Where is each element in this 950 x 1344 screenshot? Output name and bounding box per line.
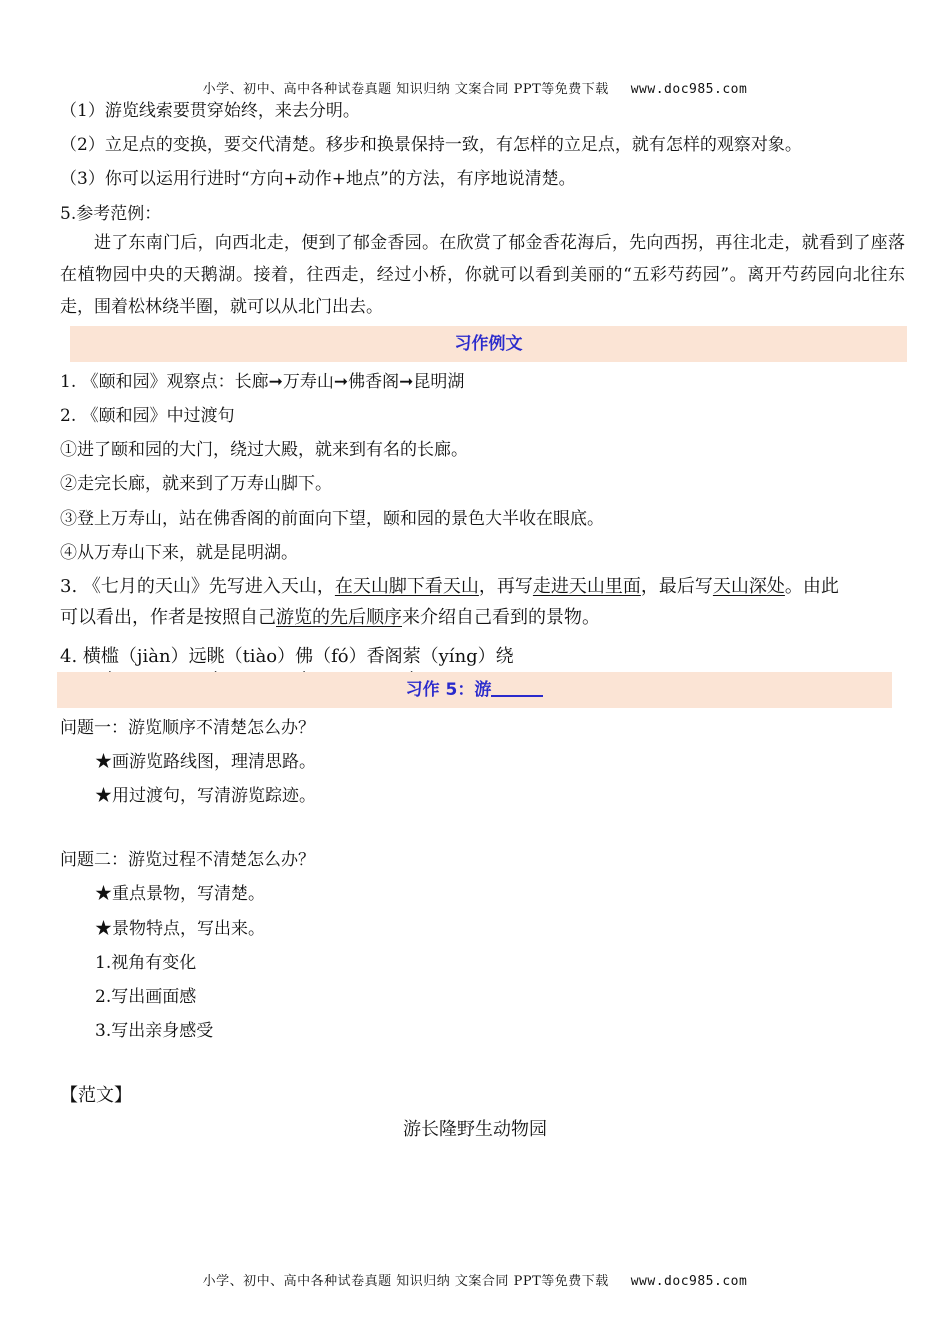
item-3-text-a: 3. 《七月的天山》先写进入天山，: [60, 576, 335, 597]
question-1: 问题一：游览顺序不清楚怎么办？: [60, 718, 315, 738]
transition-1: ①进了颐和园的大门，绕过大殿，就来到有名的长廊。: [60, 440, 468, 460]
transition-2: ②走完长廊，就来到了万寿山脚下。: [60, 474, 332, 494]
header-text: 小学、初中、高中各种试卷真题 知识归纳 文案合同 PPT等免费下载: [202, 82, 609, 97]
item-3-line-1: [60, 572, 839, 598]
header-url[interactable]: www.doc985.com: [630, 82, 748, 97]
item-2: 2. 《颐和园》中过渡句: [60, 406, 235, 426]
transition-4: ④从万寿山下来，就是昆明湖。: [60, 543, 298, 563]
example-paragraph: 进了东南门后，向西北走，便到了郁金香园。在欣赏了郁金香花海后，先向西拐，再往北走，就看到了座落在植物园中央的天鹅湖。接着，往西走，经过小桥，你就可以看到美丽的“五彩芍药园”。离开芍药园向北往东走，围着松林绕半圈，就可以从北门出去。: [60, 233, 905, 317]
tip-1: （1）游览线索要贯穿始终，来去分明。: [60, 101, 360, 121]
section-title-writing: [57, 672, 892, 708]
question-2-point-2: ★景物特点，写出来。: [95, 919, 265, 939]
item-3-text-e: 可以看出，作者是按照自己: [60, 607, 276, 628]
question-2-sub-2: 2.写出画面感: [95, 987, 197, 1007]
section-bar-writing: [57, 672, 892, 708]
item-3-underline-1: 在天山脚下看天山: [334, 576, 479, 597]
item-4-char-1: 槛: [100, 646, 119, 667]
transition-3: ③登上万寿山，站在佛香阁的前面向下望，颐和园的景色大半收在眼底。: [60, 509, 604, 529]
page-footer: [0, 1270, 950, 1289]
item-4-char-2: 眺: [206, 646, 225, 667]
page-header: [0, 78, 950, 97]
item-4-char-4: 萦: [402, 646, 421, 667]
footer-text: 小学、初中、高中各种试卷真题 知识归纳 文案合同 PPT等免费下载: [202, 1274, 609, 1289]
item-4-pinyin-3: （fó）香阁: [313, 646, 403, 667]
item-3-text-f: 来介绍自己看到的景物。: [402, 607, 600, 628]
tip-3: （3）你可以运用行进时“方向+动作+地点”的方法，有序地说清楚。: [60, 169, 576, 189]
item-4-prefix: 4. 横: [60, 646, 101, 667]
title-blank: [491, 677, 543, 697]
question-2: 问题二：游览过程不清楚怎么办？: [60, 850, 315, 870]
item-3-text-c: ，最后写: [640, 576, 713, 597]
model-label: 【范文】: [60, 1085, 132, 1106]
item-4-char-3: 佛: [295, 646, 314, 667]
item-1: 1. 《颐和园》观察点：长廊➞万寿山➞佛香阁➞昆明湖: [60, 372, 465, 392]
question-2-point-1: ★重点景物，写清楚。: [95, 884, 265, 904]
item-3-text-b: ，再写: [478, 576, 533, 597]
item-4-pinyin-4: （yíng）绕: [420, 646, 514, 667]
footer-url[interactable]: www.doc985.com: [630, 1274, 748, 1289]
example-heading: 5.参考范例：: [60, 204, 162, 224]
item-3-line-2: [60, 603, 600, 629]
section-title-writing-text: 习作 5：游: [405, 680, 492, 700]
section-bar-examples: [70, 326, 907, 362]
item-3-underline-4: 游览的先后顺序: [276, 607, 402, 628]
item-3-text-d: 。由此: [784, 576, 839, 597]
item-4: [60, 642, 514, 668]
item-4-pinyin-2: （tiào）: [224, 646, 296, 667]
question-2-sub-3: 3.写出亲身感受: [95, 1021, 214, 1041]
item-3-underline-3: 天山深处: [712, 576, 785, 597]
tip-2: （2）立足点的变换，要交代清楚。移步和换景保持一致，有怎样的立足点，就有怎样的观察对象。: [60, 135, 802, 155]
item-4-pinyin-1: （jiàn）远: [118, 646, 207, 667]
model-title: 游长隆野生动物园: [403, 1119, 547, 1140]
question-2-sub-1: 1.视角有变化: [95, 953, 197, 973]
question-1-point-1: ★画游览路线图，理清思路。: [95, 752, 316, 772]
question-1-point-2: ★用过渡句，写清游览踪迹。: [95, 786, 316, 806]
section-title-examples: 习作例文: [454, 334, 523, 354]
item-3-underline-2: 走进天山里面: [532, 576, 641, 597]
